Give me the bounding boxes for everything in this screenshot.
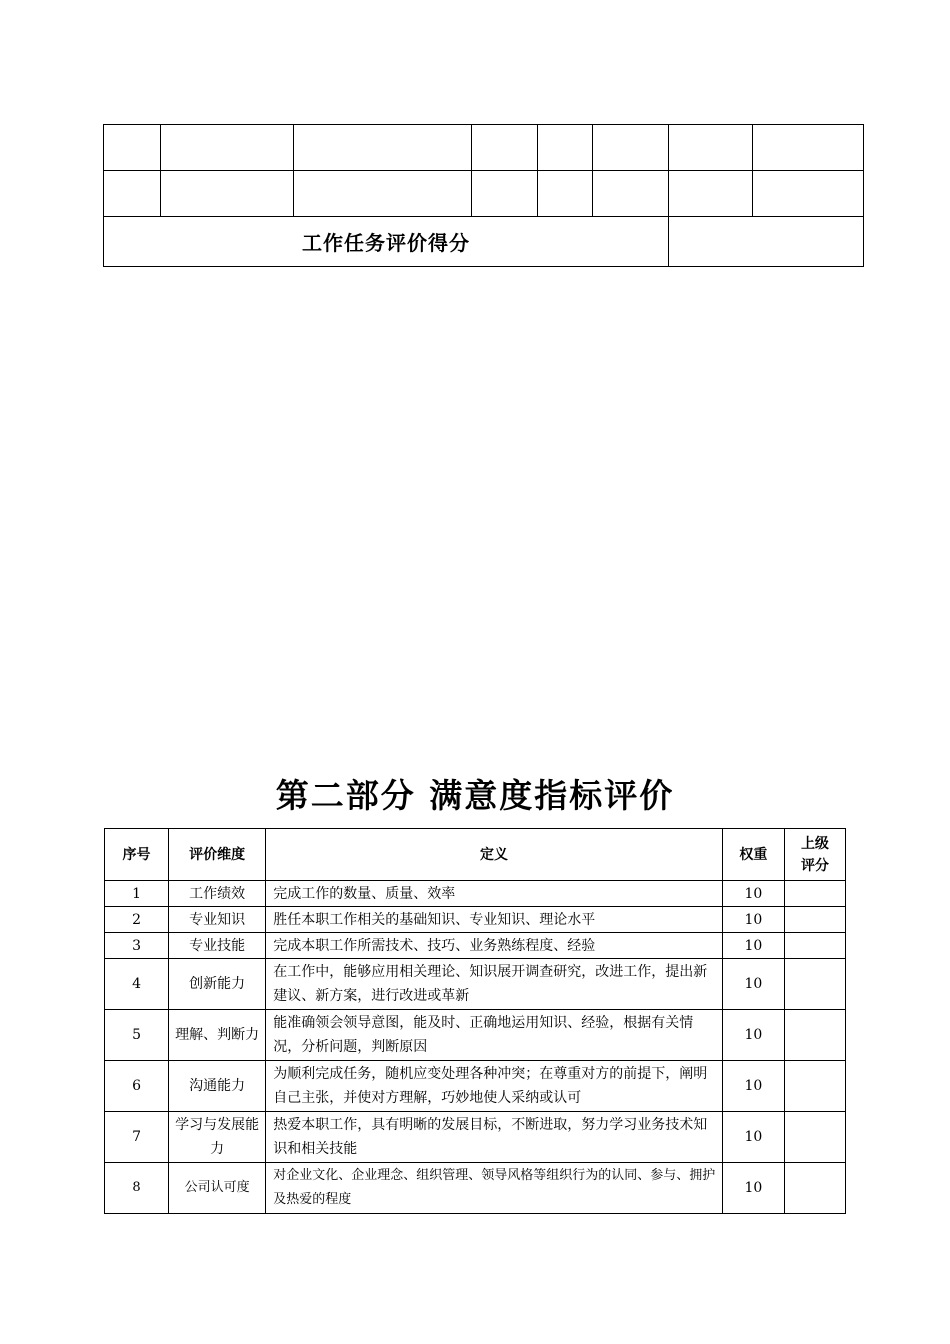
header-definition: 定义 [266, 829, 723, 881]
row-weight: 10 [722, 1163, 784, 1214]
row-dimension: 专业技能 [169, 933, 266, 959]
empty-cell [593, 125, 669, 171]
row-weight: 10 [722, 1010, 784, 1061]
table-row [105, 1163, 846, 1214]
table-row [105, 881, 846, 907]
empty-cell [753, 171, 864, 217]
row-dimension: 沟通能力 [169, 1061, 266, 1112]
header-score-line1: 上级 [800, 835, 829, 852]
row-index: 7 [105, 1112, 169, 1163]
row-score-cell[interactable] [784, 1061, 845, 1112]
row-index: 2 [105, 907, 169, 933]
row-index: 3 [105, 933, 169, 959]
task-evaluation-table [103, 124, 864, 267]
table-row [105, 933, 846, 959]
row-score-cell[interactable] [784, 881, 845, 907]
row-score-cell[interactable] [784, 1112, 845, 1163]
row-definition: 对企业文化、企业理念、组织管理、领导风格等组织行为的认同、参与、拥护及热爱的程度 [266, 1163, 723, 1214]
satisfaction-table [104, 828, 846, 1214]
row-index: 1 [105, 881, 169, 907]
row-score-cell[interactable] [784, 1163, 845, 1214]
row-definition: 为顺利完成任务，随机应变处理各种冲突；在尊重对方的前提下，阐明自己主张，并使对方理解，巧妙地使人采纳或认可 [266, 1061, 723, 1112]
row-index: 5 [105, 1010, 169, 1061]
row-index: 8 [105, 1163, 169, 1214]
row-weight: 10 [722, 907, 784, 933]
row-index: 4 [105, 959, 169, 1010]
row-dimension: 工作绩效 [169, 881, 266, 907]
header-index: 序号 [105, 829, 169, 881]
empty-cell [294, 125, 472, 171]
empty-cell [538, 171, 593, 217]
row-definition: 热爱本职工作，具有明晰的发展目标，不断进取，努力学习业务技术知识和相关技能 [266, 1112, 723, 1163]
empty-cell [161, 125, 294, 171]
row-dimension: 创新能力 [169, 959, 266, 1010]
row-dimension: 公司认可度 [169, 1163, 266, 1214]
row-definition: 能准确领会领导意图，能及时、正确地运用知识、经验，根据有关情况，分析问题，判断原因 [266, 1010, 723, 1061]
row-weight: 10 [722, 881, 784, 907]
row-definition: 在工作中，能够应用相关理论、知识展开调查研究，改进工作，提出新建议、新方案，进行改进或革新 [266, 959, 723, 1010]
row-definition: 完成工作的数量、质量、效率 [266, 881, 723, 907]
header-score-line2: 评分 [800, 857, 829, 874]
section-title: 第二部分 满意度指标评价 [275, 776, 675, 815]
table-row [105, 907, 846, 933]
table-row [104, 125, 864, 171]
row-weight: 10 [722, 1112, 784, 1163]
row-weight: 10 [722, 933, 784, 959]
table-row [105, 959, 846, 1010]
table-row [105, 1112, 846, 1163]
table-row [104, 171, 864, 217]
row-dimension: 专业知识 [169, 907, 266, 933]
empty-cell [753, 125, 864, 171]
row-score-cell[interactable] [784, 933, 845, 959]
empty-cell [104, 125, 161, 171]
row-definition: 胜任本职工作相关的基础知识、专业知识、理论水平 [266, 907, 723, 933]
empty-cell [538, 125, 593, 171]
header-weight: 权重 [722, 829, 784, 881]
header-supervisor-score [784, 829, 845, 881]
table-row [105, 1061, 846, 1112]
score-row [104, 217, 864, 267]
empty-cell [294, 171, 472, 217]
task-score-value-cell [669, 217, 864, 267]
header-dimension: 评价维度 [169, 829, 266, 881]
task-score-label: 工作任务评价得分 [104, 217, 669, 267]
row-dimension: 理解、判断力 [169, 1010, 266, 1061]
row-index: 6 [105, 1061, 169, 1112]
empty-cell [472, 171, 538, 217]
row-score-cell[interactable] [784, 907, 845, 933]
table-row [105, 1010, 846, 1061]
table-header-row [105, 829, 846, 881]
row-score-cell[interactable] [784, 959, 845, 1010]
empty-cell [593, 171, 669, 217]
empty-cell [104, 171, 161, 217]
empty-cell [161, 171, 294, 217]
empty-cell [472, 125, 538, 171]
row-score-cell[interactable] [784, 1010, 845, 1061]
empty-cell [669, 171, 753, 217]
row-weight: 10 [722, 1061, 784, 1112]
empty-cell [669, 125, 753, 171]
row-weight: 10 [722, 959, 784, 1010]
row-dimension: 学习与发展能力 [169, 1112, 266, 1163]
row-definition: 完成本职工作所需技术、技巧、业务熟练程度、经验 [266, 933, 723, 959]
